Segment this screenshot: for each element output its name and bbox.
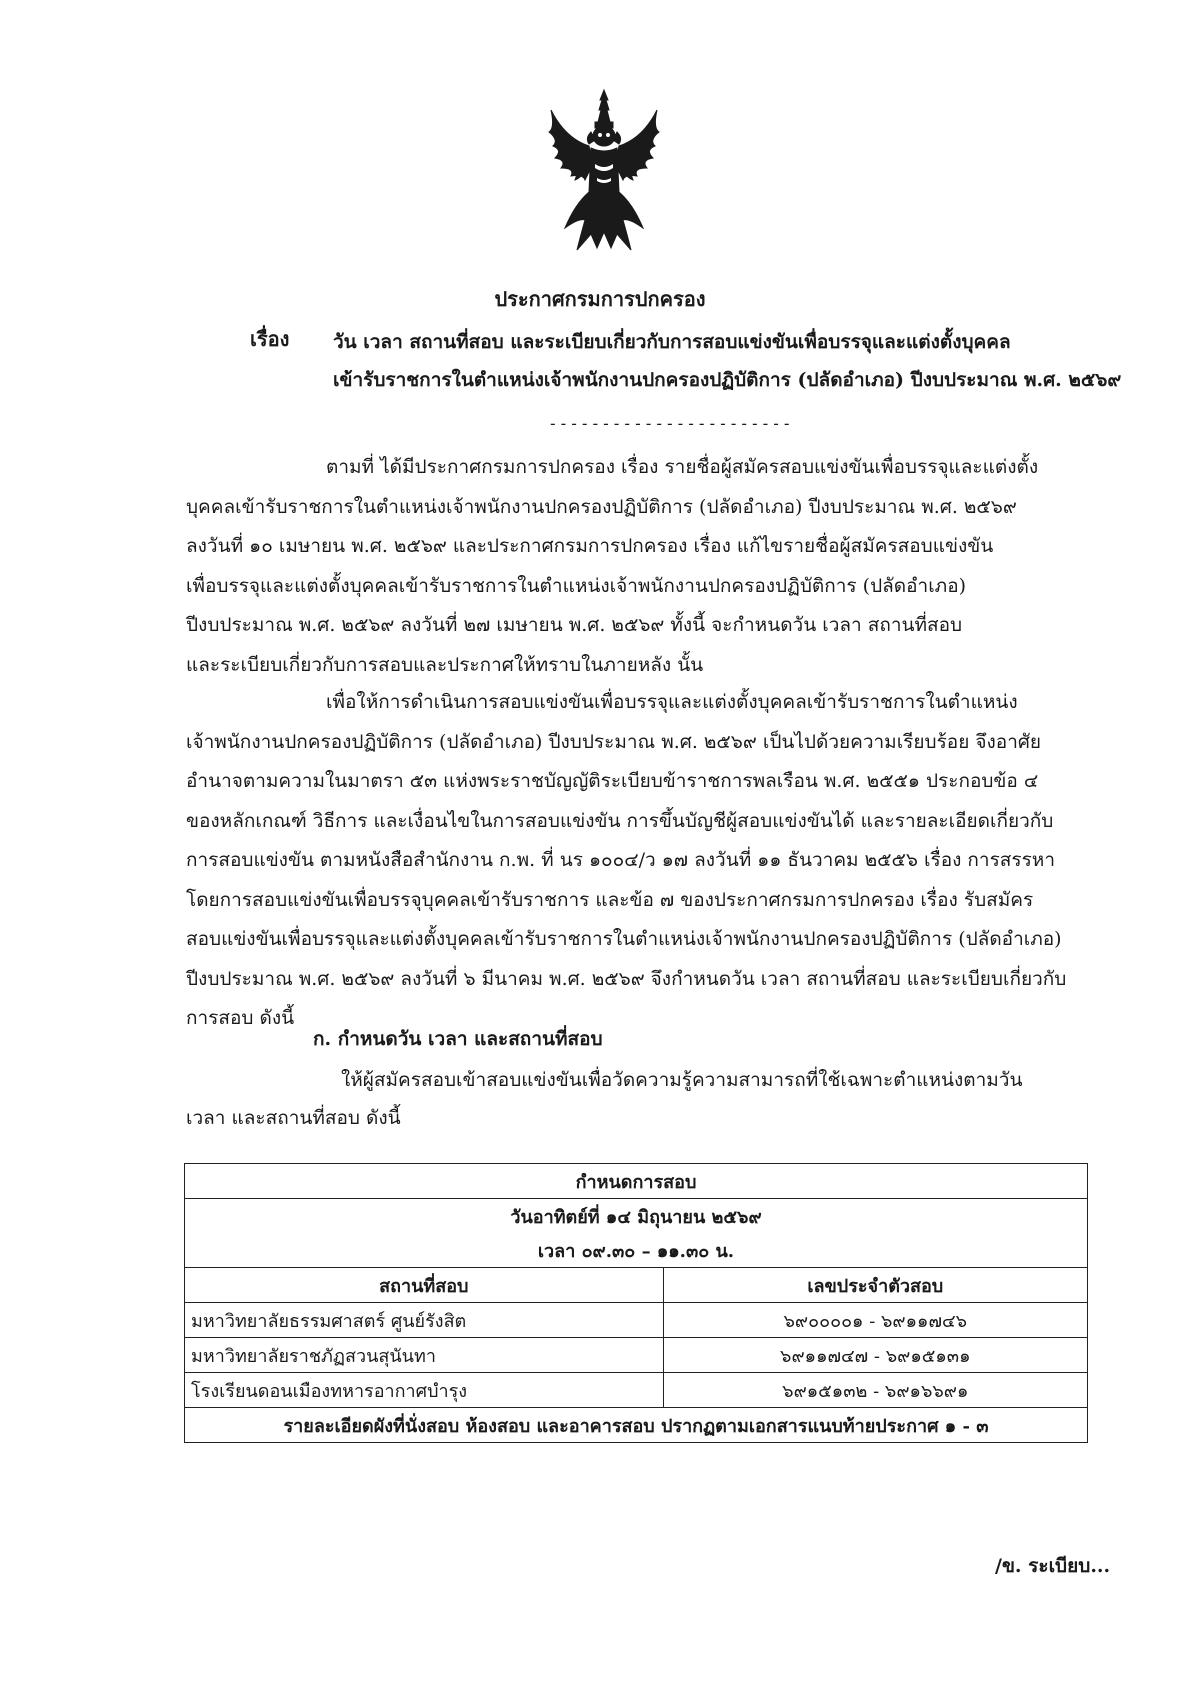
exam-location: มหาวิทยาลัยราชภัฏสวนสุนันทา [185, 1338, 664, 1373]
table-row [185, 1303, 1088, 1338]
exam-date: วันอาทิตย์ที่ ๑๔ มิถุนายน ๒๕๖๙ [185, 1199, 1088, 1234]
paragraph-line: เพื่อบรรจุและแต่งตั้งบุคคลเข้ารับราชการในตำแหน่งเจ้าพนักงานปกครองปฏิบัติการ (ปลัดอำเภอ) [186, 574, 967, 597]
table-row [185, 1338, 1088, 1373]
subject-text [333, 323, 1122, 399]
paragraph-2 [186, 683, 1090, 1039]
exam-location: มหาวิทยาลัยธรรมศาสตร์ ศูนย์รังสิต [185, 1303, 664, 1338]
paragraph-line: ปีงบประมาณ พ.ศ. ๒๕๖๙ ลงวันที่ ๖ มีนาคม พ.ศ. ๒๕๖๙ จึงกำหนดวัน เวลา สถานที่สอบ และระเบียบเกี่ยวกับ [186, 967, 1067, 990]
table-time-row [185, 1233, 1088, 1268]
exam-id-range: ๖๙๑๕๑๓๒ - ๖๙๑๖๖๙๑ [663, 1373, 1087, 1408]
exam-schedule-table [184, 1163, 1088, 1443]
exam-time: เวลา ๐๙.๓๐ – ๑๑.๓๐ น. [185, 1233, 1088, 1268]
paragraph-line: อำนาจตามความในมาตรา ๕๓ แห่งพระราชบัญญัติระเบียบข้าราชการพลเรือน พ.ศ. ๒๕๕๑ ประกอบข้อ ๔ [186, 770, 1039, 792]
paragraph-line: การสอบ ดังนี้ [186, 1007, 295, 1029]
continued-marker: /ข. ระเบียบ... [995, 1555, 1111, 1577]
table-row [185, 1373, 1088, 1408]
paragraph-line: บุคคลเข้ารับราชการในตำแหน่งเจ้าพนักงานปกครองปฏิบัติการ (ปลัดอำเภอ) ปีงบประมาณ พ.ศ. ๒๕๖๙ [186, 495, 1017, 518]
column-header-id: เลขประจำตัวสอบ [663, 1268, 1087, 1303]
paragraph-line: ลงวันที่ ๑๐ เมษายน พ.ศ. ๒๕๖๙ และประกาศกรมการปกครอง เรื่อง แก้ไขรายชื่อผู้สมัครสอบแข่งขัน [186, 535, 994, 557]
exam-id-range: ๖๙๑๑๗๔๗ - ๖๙๑๕๑๓๑ [663, 1338, 1087, 1373]
table-header: กำหนดการสอบ [185, 1164, 1088, 1199]
separator-line: ----------------------- [548, 414, 793, 433]
paragraph-line: และระเบียบเกี่ยวกับการสอบและประกาศให้ทราบในภายหลัง นั้น [186, 653, 704, 676]
paragraph-line: ตามที่ ได้มีประกาศกรมการปกครอง เรื่อง รายชื่อผู้สมัครสอบแข่งขันเพื่อบรรจุและแต่งตั้ง [326, 456, 1039, 478]
table-column-header-row [185, 1268, 1088, 1303]
announcement-title: ประกาศกรมการปกครอง [494, 287, 706, 311]
table-footer-note: รายละเอียดผังที่นั่งสอบ ห้องสอบ และอาคารสอบ ปรากฏตามเอกสารแนบท้ายประกาศ ๑ - ๓ [185, 1408, 1088, 1443]
subject-line: วัน เวลา สถานที่สอบ และระเบียบเกี่ยวกับการสอบแข่งขันเพื่อบรรจุและแต่งตั้งบุคคล [333, 331, 1011, 353]
paragraph-line: เวลา และสถานที่สอบ ดังนี้ [186, 1107, 401, 1129]
table-footer-row [185, 1408, 1088, 1443]
table-header-row [185, 1164, 1088, 1199]
paragraph-line: การสอบแข่งขัน ตามหนังสือสำนักงาน ก.พ. ที่ นร ๑๐๐๔/ว ๑๗ ลงวันที่ ๑๑ ธันวาคม ๒๕๕๖ เรื่อง การสรรหา [186, 849, 1055, 871]
exam-id-range: ๖๙๐๐๐๐๑ - ๖๙๑๑๗๔๖ [663, 1303, 1087, 1338]
subject-line: เข้ารับราชการในตำแหน่งเจ้าพนักงานปกครองปฏิบัติการ (ปลัดอำเภอ) ปีงบประมาณ พ.ศ. ๒๕๖๙ [333, 369, 1122, 391]
section-a-heading: ก. กำหนดวัน เวลา และสถานที่สอบ [313, 1028, 603, 1050]
table-date-row [185, 1199, 1088, 1234]
paragraph-1 [186, 448, 1090, 685]
paragraph-line: เพื่อให้การดำเนินการสอบแข่งขันเพื่อบรรจุและแต่งตั้งบุคคลเข้ารับราชการในตำแหน่ง [326, 691, 1018, 713]
paragraph-line: เจ้าพนักงานปกครองปฏิบัติการ (ปลัดอำเภอ) ปีงบประมาณ พ.ศ. ๒๕๖๙ เป็นไปด้วยความเรียบร้อย จึงอาศัย [186, 730, 1042, 753]
paragraph-line: ปีงบประมาณ พ.ศ. ๒๕๖๙ ลงวันที่ ๒๗ เมษายน พ.ศ. ๒๕๖๙ ทั้งนี้ จะกำหนดวัน เวลา สถานที่สอบ [186, 614, 963, 636]
paragraph-line: ของหลักเกณฑ์ วิธีการ และเงื่อนไขในการสอบแข่งขัน การขึ้นบัญชีผู้สอบแข่งขันได้ และรายละเอียดเกี่ยวกับ [186, 809, 1054, 832]
paragraph-line: ให้ผู้สมัครสอบเข้าสอบแข่งขันเพื่อวัดความรู้ความสามารถที่ใช้เฉพาะตำแหน่งตามวัน [341, 1069, 1023, 1091]
garuda-emblem-icon [545, 88, 663, 254]
exam-location: โรงเรียนดอนเมืองทหารอากาศบำรุง [185, 1373, 664, 1408]
column-header-location: สถานที่สอบ [185, 1268, 664, 1303]
paragraph-3 [186, 1061, 1090, 1137]
paragraph-line: สอบแข่งขันเพื่อบรรจุและแต่งตั้งบุคคลเข้ารับราชการในตำแหน่งเจ้าพนักงานปกครองปฏิบัติการ (ปลัดอำเภอ) [186, 928, 1062, 950]
subject-label: เรื่อง [250, 327, 290, 351]
paragraph-line: โดยการสอบแข่งขันเพื่อบรรจุบุคคลเข้ารับราชการ และข้อ ๗ ของประกาศกรมการปกครอง เรื่อง รับสมัคร [186, 888, 1034, 911]
